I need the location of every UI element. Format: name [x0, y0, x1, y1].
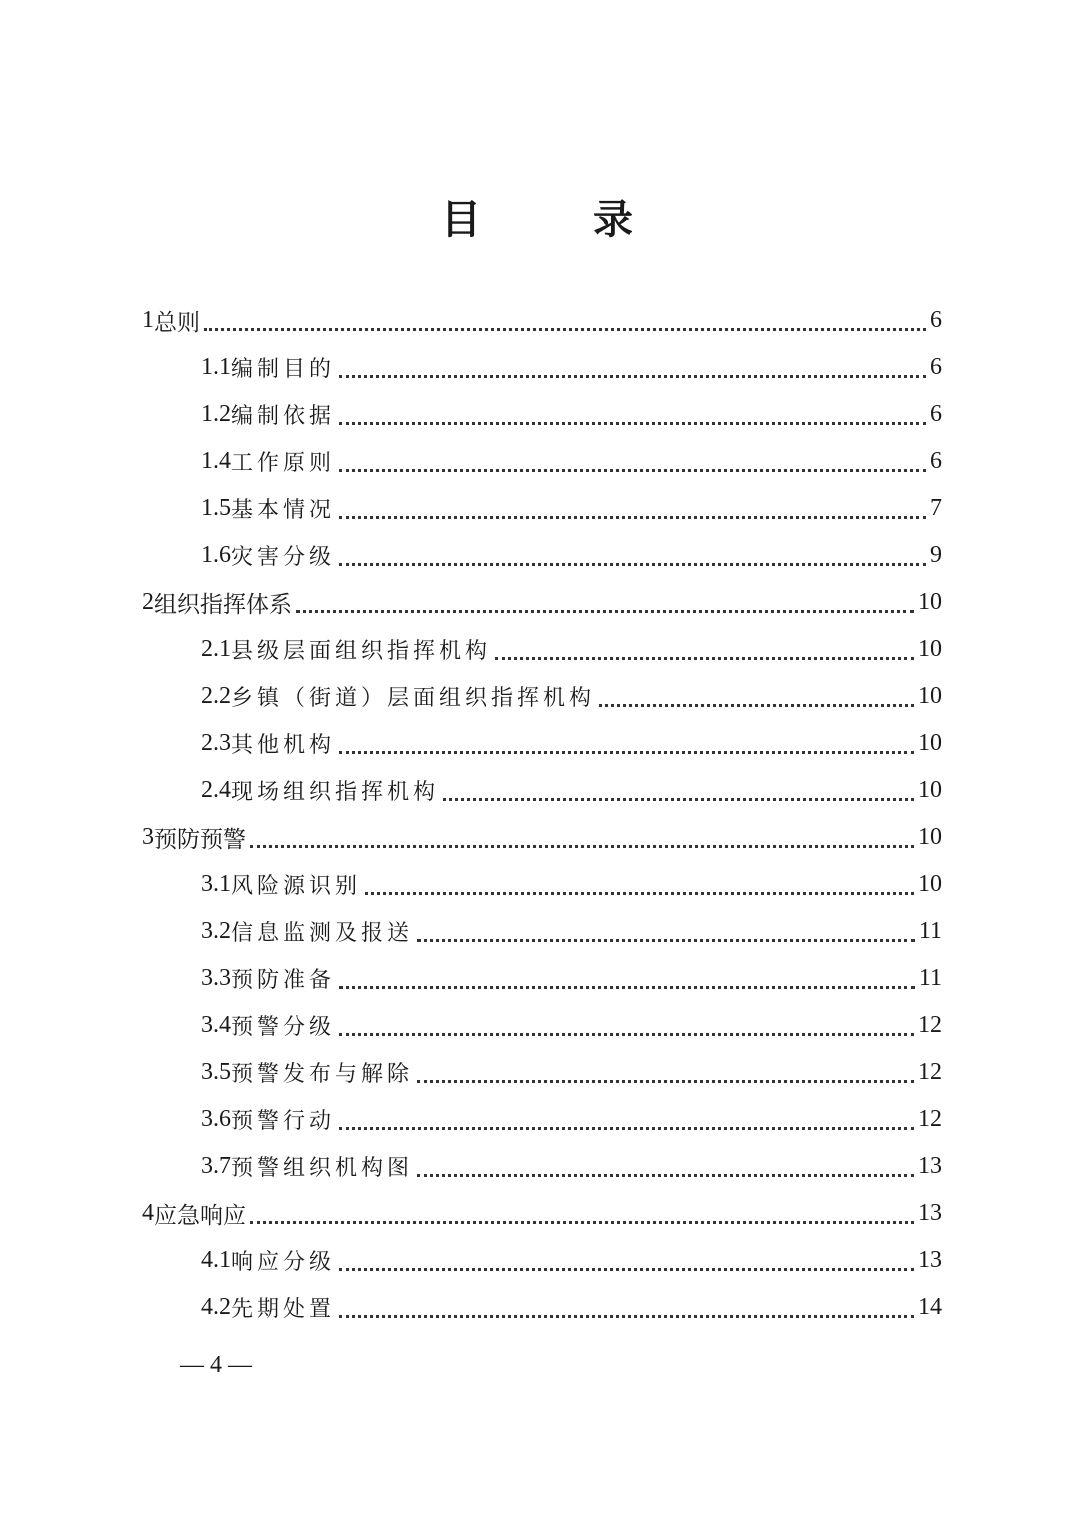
- dot-leader: [365, 891, 914, 895]
- toc-entry-number: 1.1: [201, 354, 231, 380]
- toc-entry-number: 1.5: [201, 495, 231, 521]
- toc-entry-page: 7: [930, 495, 942, 521]
- toc-entry-page: 12: [918, 1106, 942, 1132]
- toc-entry-page: 10: [918, 824, 942, 850]
- toc-chapter-entry[interactable]: [142, 1190, 942, 1237]
- toc-section-entry[interactable]: [142, 532, 942, 579]
- toc-entry-page: 6: [930, 401, 942, 427]
- toc-section-entry[interactable]: [142, 1002, 942, 1049]
- toc-entry-title: 预防准备: [231, 968, 336, 993]
- dot-leader: [417, 1079, 914, 1083]
- toc-entry-page: 10: [918, 871, 942, 897]
- dot-leader: [339, 1314, 914, 1318]
- toc-entry-title: 先期处置: [231, 1297, 336, 1322]
- toc-entry-number: 3.1: [201, 871, 231, 897]
- toc-section-entry[interactable]: [142, 1096, 942, 1143]
- toc-section-entry[interactable]: [142, 1237, 942, 1284]
- dot-leader: [495, 656, 914, 660]
- toc-section-entry[interactable]: [142, 908, 942, 955]
- toc-entry-page: 6: [930, 448, 942, 474]
- dot-leader: [250, 844, 914, 848]
- toc-entry-page: 11: [918, 918, 942, 944]
- toc-entry-title: 灾害分级: [231, 545, 336, 570]
- toc-entry-number: 3.3: [201, 965, 231, 991]
- toc-entry-title: 县级层面组织指挥机构: [231, 639, 492, 664]
- toc-entry-title: 应急响应: [154, 1203, 246, 1229]
- toc-entry-title: 风险源识别: [231, 874, 362, 899]
- toc-entry-page: 14: [918, 1294, 942, 1320]
- dot-leader: [339, 985, 915, 989]
- toc-entry-number: 2.3: [201, 730, 231, 756]
- toc-entry-number: 1: [142, 307, 154, 333]
- dot-leader: [599, 703, 914, 707]
- toc-entry-number: 1.2: [201, 401, 231, 427]
- toc-section-entry[interactable]: [142, 1049, 942, 1096]
- toc-entry-number: 3.4: [201, 1012, 231, 1038]
- dot-leader: [339, 374, 926, 378]
- toc-entry-number: 3: [142, 824, 154, 850]
- dot-leader: [339, 421, 926, 425]
- toc-entry-title: 编制目的: [231, 357, 336, 382]
- toc-entry-title: 工作原则: [231, 451, 336, 476]
- toc-entry-title: 预防预警: [154, 827, 246, 853]
- toc-section-entry[interactable]: [142, 344, 942, 391]
- toc-entry-number: 2: [142, 589, 154, 615]
- toc-entry-number: 4.1: [201, 1247, 231, 1273]
- dot-leader: [296, 609, 914, 613]
- toc-entry-number: 2.4: [201, 777, 231, 803]
- dot-leader: [204, 327, 926, 331]
- toc-entry-number: 3.2: [201, 918, 231, 944]
- dot-leader: [339, 1267, 914, 1271]
- toc-entry-title: 预警分级: [231, 1015, 336, 1040]
- toc-entry-page: 10: [918, 730, 942, 756]
- toc-entry-title: 现场组织指挥机构: [231, 780, 440, 805]
- toc-chapter-entry[interactable]: [142, 579, 942, 626]
- toc-section-entry[interactable]: [142, 438, 942, 485]
- dot-leader: [339, 562, 926, 566]
- toc-section-entry[interactable]: [142, 673, 942, 720]
- toc-entry-title: 响应分级: [231, 1250, 336, 1275]
- dot-leader: [417, 938, 915, 942]
- toc-entry-number: 2.2: [201, 683, 231, 709]
- dot-leader: [339, 468, 926, 472]
- toc-entry-number: 1.4: [201, 448, 231, 474]
- toc-section-entry[interactable]: [142, 485, 942, 532]
- toc-entry-page: 10: [918, 683, 942, 709]
- toc-entry-number: 3.5: [201, 1059, 231, 1085]
- dot-leader: [339, 1032, 914, 1036]
- toc-section-entry[interactable]: [142, 767, 942, 814]
- toc-entry-number: 2.1: [201, 636, 231, 662]
- toc-entry-title: 组织指挥体系: [154, 592, 292, 618]
- toc-entry-title: 乡镇（街道）层面组织指挥机构: [231, 686, 596, 711]
- toc-entry-title: 编制依据: [231, 404, 336, 429]
- toc-section-entry[interactable]: [142, 1284, 942, 1331]
- toc-entry-title: 其他机构: [231, 733, 336, 758]
- page-title: 目 录: [441, 197, 669, 243]
- toc-entry-number: 3.7: [201, 1153, 231, 1179]
- dot-leader: [443, 797, 914, 801]
- toc-section-entry[interactable]: [142, 861, 942, 908]
- toc-entry-page: 12: [918, 1012, 942, 1038]
- dot-leader: [417, 1173, 914, 1177]
- dot-leader: [339, 750, 914, 754]
- table-of-contents: [142, 297, 942, 1331]
- page-number-footer: — 4 —: [180, 1352, 252, 1378]
- toc-entry-page: 12: [918, 1059, 942, 1085]
- toc-entry-page: 10: [918, 777, 942, 803]
- dot-leader: [339, 1126, 914, 1130]
- toc-entry-title: 预警组织机构图: [231, 1156, 414, 1181]
- dot-leader: [250, 1220, 914, 1224]
- toc-entry-number: 4.2: [201, 1294, 231, 1320]
- toc-entry-number: 3.6: [201, 1106, 231, 1132]
- toc-entry-title: 预警行动: [231, 1109, 336, 1134]
- toc-entry-page: 6: [930, 354, 942, 380]
- toc-section-entry[interactable]: [142, 955, 942, 1002]
- toc-entry-page: 10: [918, 589, 942, 615]
- toc-section-entry[interactable]: [142, 626, 942, 673]
- toc-entry-title: 信息监测及报送: [231, 921, 414, 946]
- dot-leader: [339, 515, 926, 519]
- toc-chapter-entry[interactable]: [142, 297, 942, 344]
- toc-section-entry[interactable]: [142, 720, 942, 767]
- toc-section-entry[interactable]: [142, 391, 942, 438]
- toc-entry-page: 13: [918, 1153, 942, 1179]
- toc-entry-number: 1.6: [201, 542, 231, 568]
- toc-entry-page: 6: [930, 307, 942, 333]
- toc-section-entry[interactable]: [142, 1143, 942, 1190]
- toc-chapter-entry[interactable]: [142, 814, 942, 861]
- toc-entry-title: 总则: [154, 310, 200, 336]
- toc-entry-title: 基本情况: [231, 498, 336, 523]
- toc-entry-title: 预警发布与解除: [231, 1062, 414, 1087]
- toc-entry-page: 9: [930, 542, 942, 568]
- toc-entry-number: 4: [142, 1200, 154, 1226]
- toc-entry-page: 11: [918, 965, 942, 991]
- toc-entry-page: 13: [918, 1200, 942, 1226]
- toc-entry-page: 13: [918, 1247, 942, 1273]
- toc-entry-page: 10: [918, 636, 942, 662]
